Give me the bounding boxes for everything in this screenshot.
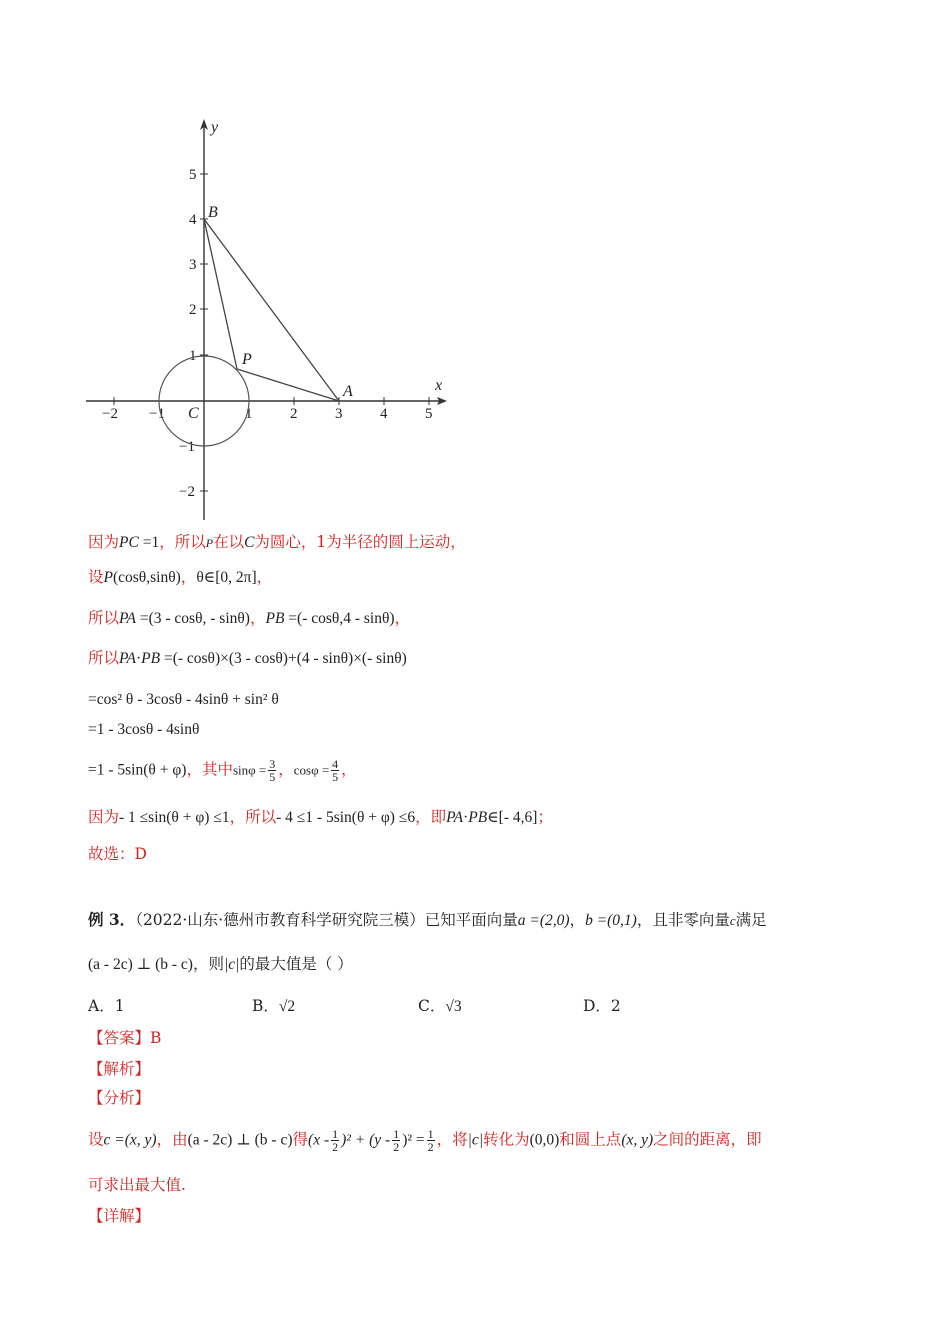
option-A: A．1 (88, 997, 125, 1015)
x-tick-label: −1 (149, 406, 165, 422)
solution-line-4: 所以PA·PB =(- cosθ)×(3 - cosθ)+(4 - sinθ)×(- sinθ) (88, 649, 407, 667)
y-tick-label: 3 (189, 257, 197, 273)
detail-tag: 【详解】 (88, 1207, 151, 1225)
solution-line-5: =cos² θ - 3cosθ - 4sinθ + sin² θ (88, 691, 279, 708)
x-tick-label: −2 (102, 406, 118, 422)
segment-PA (237, 369, 339, 401)
fenxi-tag: 【分析】 (88, 1089, 151, 1107)
x-tick-label: 2 (290, 406, 298, 422)
y-tick-label: 4 (189, 212, 197, 228)
point-label-B: B (208, 204, 218, 221)
solution-line-1: 因为PC =1，所以P在以C为圆心，1为半径的圆上运动， (88, 533, 466, 551)
solution-line-8: 因为- 1 ≤sin(θ + φ) ≤1，所以- 4 ≤1 - 5sin(θ + φ) ≤6，即PA·PB∈[- 4,6]； (88, 808, 553, 826)
solution-line-6: =1 - 3cosθ - 4sinθ (88, 721, 200, 738)
coordinate-figure (0, 0, 950, 530)
example-3-line-1: 例 3．（2022·山东·德州市教育科学研究院三模）已知平面向量a =(2,0)，b =(0,1)，且非零向量c满足 (88, 910, 767, 929)
x-tick-label: 4 (380, 406, 388, 422)
y-axis-label: y (211, 119, 219, 136)
point-label-A: A (343, 383, 353, 400)
analysis-line-1: 设c =(x, y)，由(a - 2c) ⊥ (b - c)得(x - $\frac{1}{2}$ )² + (y - $\frac{1}{2}$ )² = $\frac{1}{2}$ ，将|c|转化为(0,0)和圆上点(x, y)之间的距离，即 (88, 1127, 762, 1154)
example-3-line-2: (a - 2c) ⊥ (b - c)，则|c|的最大值是（ ） (88, 955, 353, 973)
y-tick-label: −1 (179, 439, 195, 455)
option-C: C．√3 (418, 997, 462, 1015)
analysis-line-2: 可求出最大值. (88, 1176, 186, 1194)
y-tick-label: 1 (189, 348, 197, 364)
y-tick-label: 2 (189, 302, 197, 318)
solution-line-2: 设P(cosθ,sinθ)，θ∈[0, 2π]， (88, 568, 273, 586)
x-axis-label: x (435, 377, 443, 394)
answer-tag: 【答案】B (88, 1029, 162, 1047)
analysis-tag: 【解析】 (88, 1060, 151, 1078)
point-label-P: P (242, 351, 252, 368)
y-tick-label: −2 (179, 484, 195, 500)
solution-line-9: 故选：D (88, 845, 147, 863)
option-B: B．√2 (252, 997, 296, 1015)
option-D: D．2 (583, 997, 621, 1015)
x-tick-label: 3 (335, 406, 343, 422)
x-tick-label: 5 (425, 406, 433, 422)
solution-line-3: 所以PA =(3 - cosθ, - sinθ)，PB =(- cosθ,4 - sinθ)， (88, 609, 411, 627)
y-tick-label: 5 (189, 167, 197, 183)
origin-label-C: C (188, 405, 199, 422)
x-tick-label: 1 (245, 406, 253, 422)
solution-line-7: =1 - 5sin(θ + φ)，其中sinφ = $\frac{3}{5}$ ，cosφ = $\frac{4}{5}$ ， (88, 757, 357, 784)
